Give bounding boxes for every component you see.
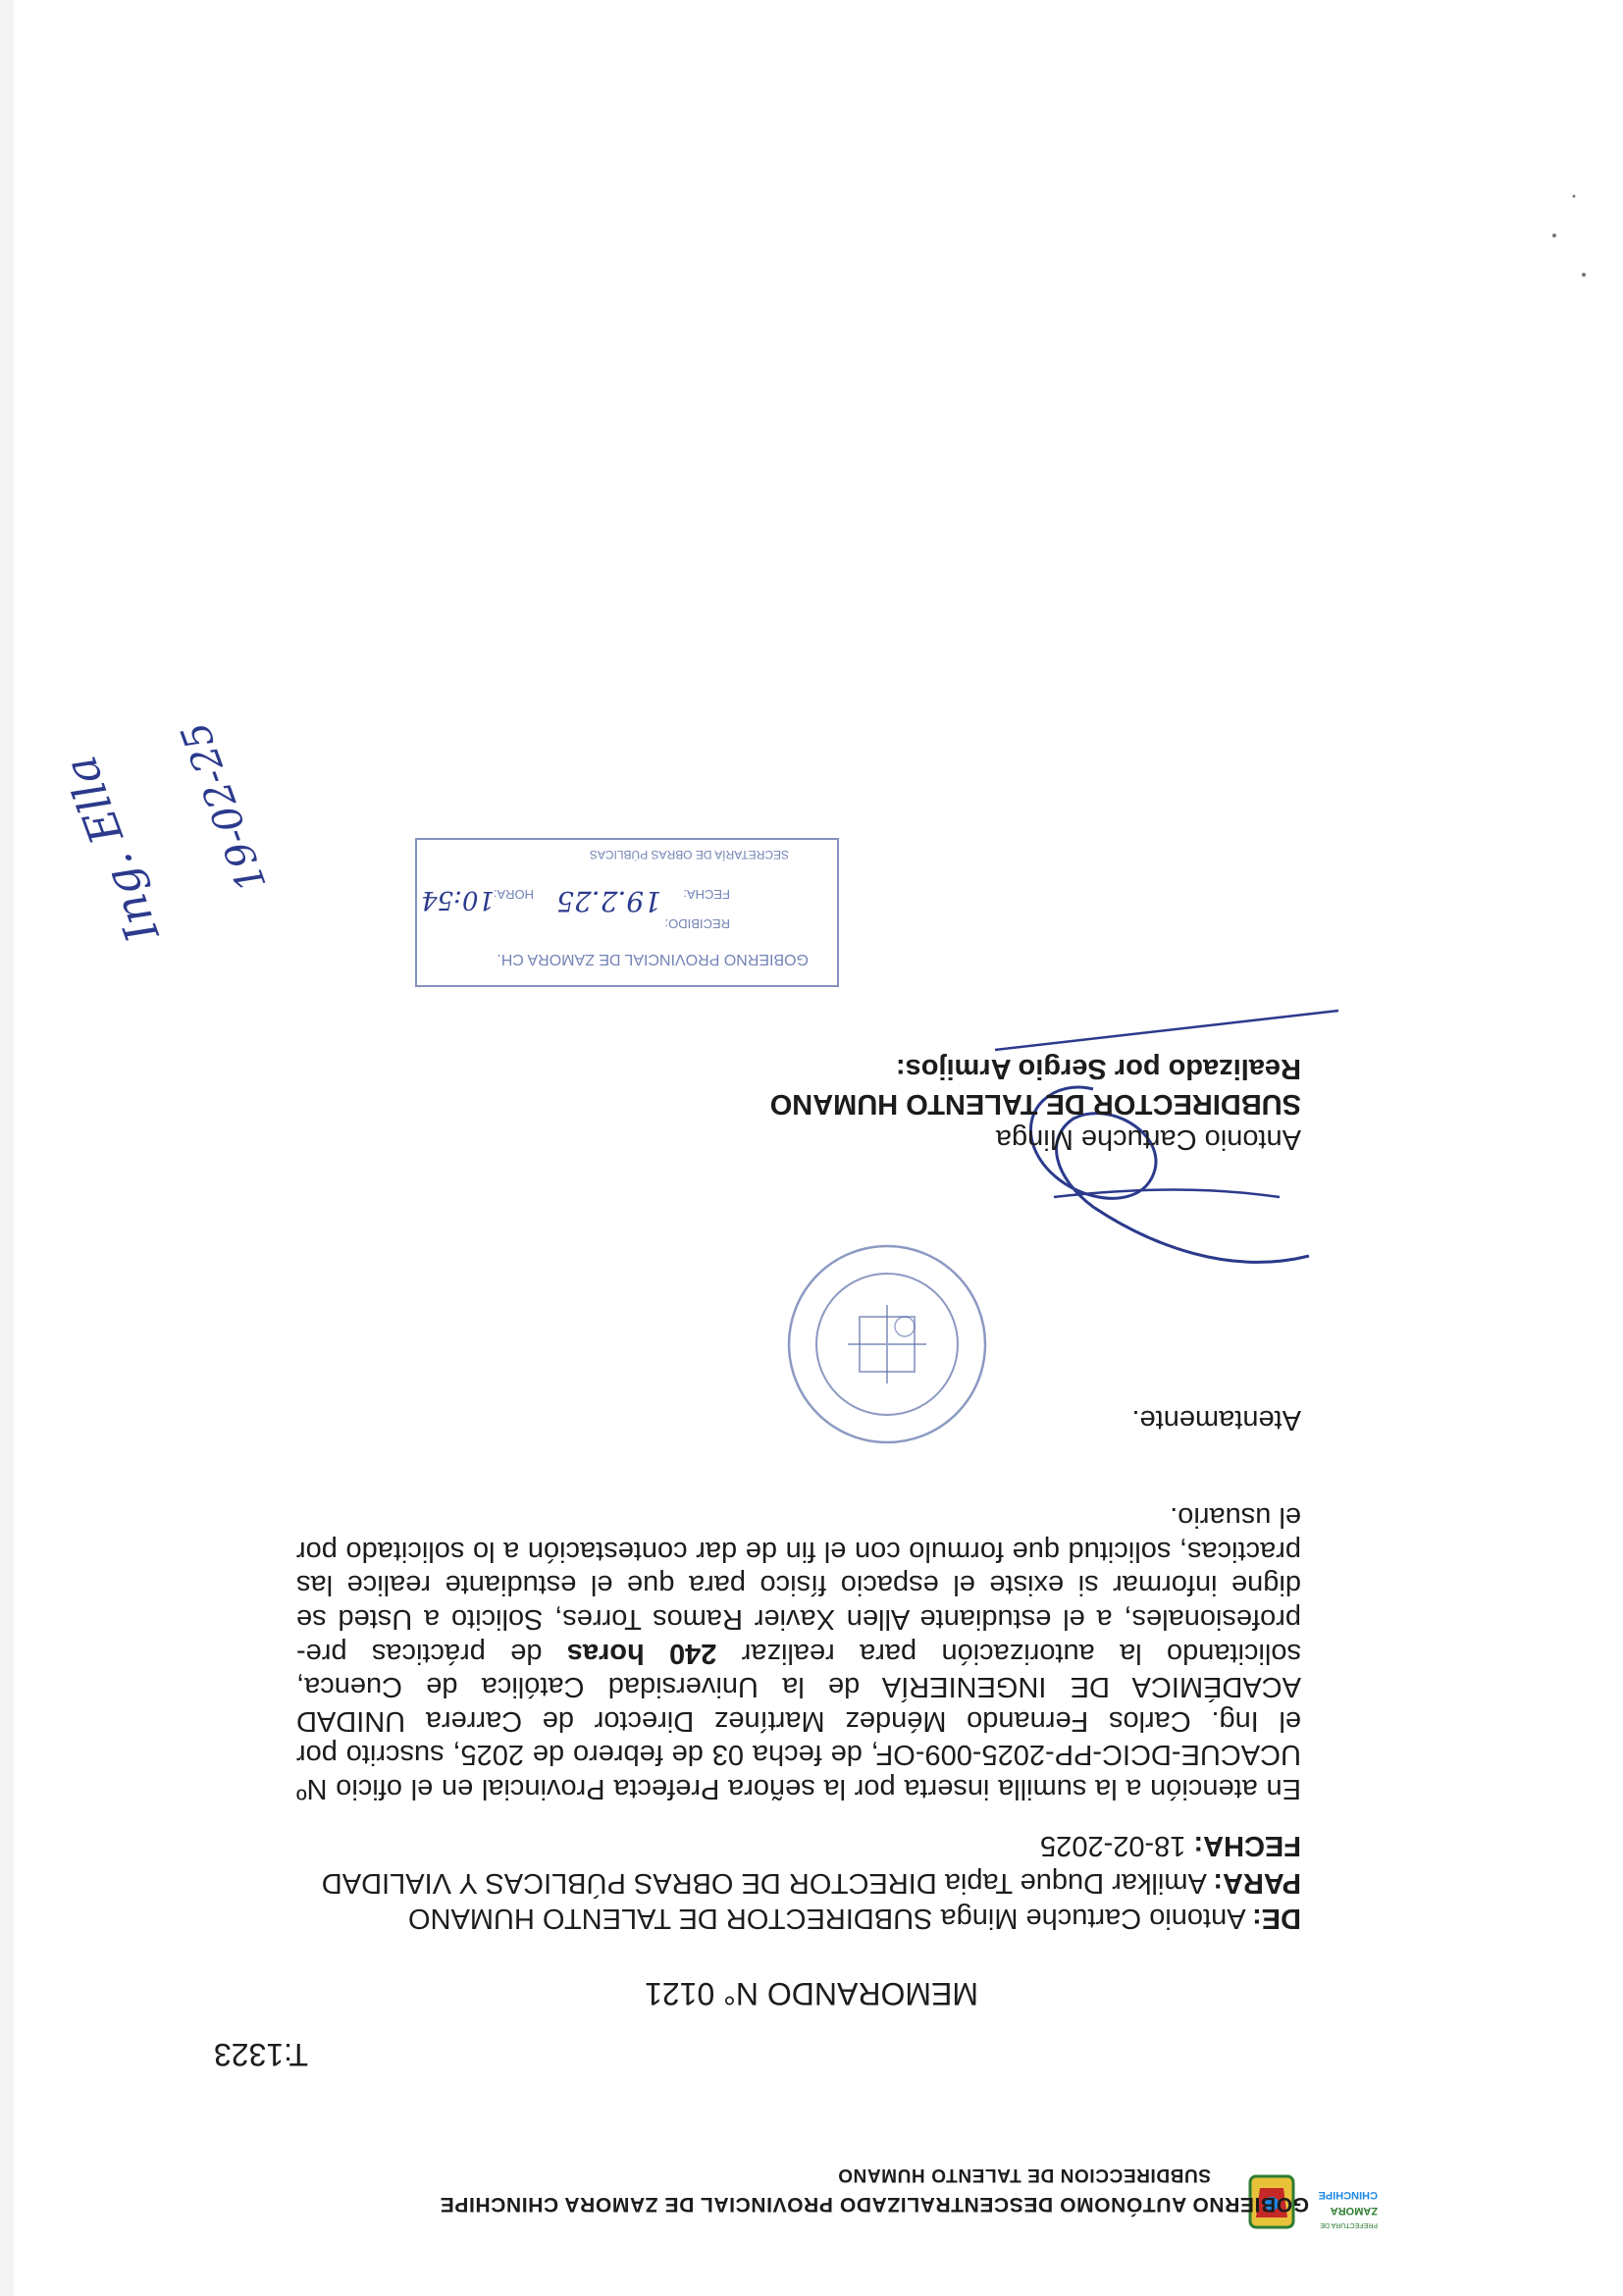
fecha-line [1040, 1829, 1301, 1861]
svg-text:RECIBIDO:: RECIBIDO: [664, 916, 730, 931]
closing: Atentamente. [1131, 1404, 1301, 1435]
tracking-code: T:1323 [213, 2037, 308, 2072]
header-department: SUBDIRECCION DE TALENTO HUMANO [837, 2165, 1211, 2185]
signer-name: Antonio Cartuche Minga [995, 1123, 1301, 1155]
received-stamp [406, 809, 848, 1006]
body-text-part1: En atención a la sumilla inserta por la señora Prefecta Provincial en el oficio Nº UCACUE-DCIC-PP-2025-009-OF, de fecha 03 de febrero de 2025, suscrito por el Ing. Carlos Fernando Méndez Martínez Director de Carrera UNIDAD ACADÉMICA DE INGENIERÍA de la Universidad Católica de Cuenca, solicitando la autorización para realizar [296, 1637, 1301, 1804]
de-label: DE: [1252, 1903, 1301, 1934]
header-organization: GOBIERNO AUTÓNOMO DESCENTRALIZADO PROVINCIAL DE ZAMORA CHINCHIPE [440, 2193, 1309, 2216]
fecha-label: FECHA: [1193, 1830, 1301, 1861]
fecha-value: 18-02-2025 [1040, 1830, 1194, 1861]
prepared-by: Realizado por Sergio Armijos: [895, 1053, 1301, 1084]
round-seal-stamp [779, 1236, 995, 1452]
para-value: Amilkar Duque Tapia DIRECTOR DE OBRAS PÚBLICAS Y VIALIDAD [321, 1867, 1214, 1899]
zamora-chinchipe-logo [1240, 2129, 1387, 2237]
svg-text:FECHA:: FECHA: [683, 887, 730, 902]
svg-text:19.2.25: 19.2.25 [556, 885, 661, 917]
de-line [408, 1902, 1301, 1934]
svg-text:19-02-25: 19-02-25 [173, 715, 276, 898]
signer-title: SUBDIRECTOR DE TALENTO HUMANO [769, 1088, 1301, 1120]
scan-specks [1525, 177, 1603, 294]
svg-text:HORA:: HORA: [493, 887, 534, 902]
svg-text:GOBIERNO PROVINCIAL DE ZAMORA: GOBIERNO PROVINCIAL DE ZAMORA CH. [497, 951, 809, 967]
body-text-bold: 240 horas [566, 1637, 717, 1669]
svg-text:10:54: 10:54 [421, 885, 495, 914]
svg-text:ZAMORA: ZAMORA [1330, 2205, 1378, 2217]
svg-text:SECRETARÍA DE OBRAS PÚBLICAS: SECRETARÍA DE OBRAS PÚBLICAS [589, 848, 789, 861]
de-value: Antonio Cartuche Minga SUBDIRECTOR DE TALENTO HUMANO [407, 1903, 1253, 1934]
svg-text:Ing. Ella: Ing. Ella [53, 749, 170, 950]
body-text-part2: de prácticas pre-profesionales, a el estudiante Allen Xavier Ramos Torres, Solicito a Usted se digne informar si existe el espacio físico para que el estudiante realice las practicas, solicitud que formulo con el fin de dar contestación a lo solicitado por el usuario. [296, 1501, 1301, 1669]
memo-body [296, 1500, 1301, 1805]
handwritten-note [33, 540, 308, 1050]
memo-title: MEMORANDO N° 0121 [645, 1976, 978, 2011]
svg-text:CHINCHIPE: CHINCHIPE [1318, 2189, 1378, 2201]
para-label: PARA: [1213, 1867, 1301, 1899]
scan-edge [0, 0, 14, 2296]
para-line [322, 1866, 1301, 1899]
svg-text:PREFECTURA DE: PREFECTURA DE [1320, 2221, 1378, 2228]
